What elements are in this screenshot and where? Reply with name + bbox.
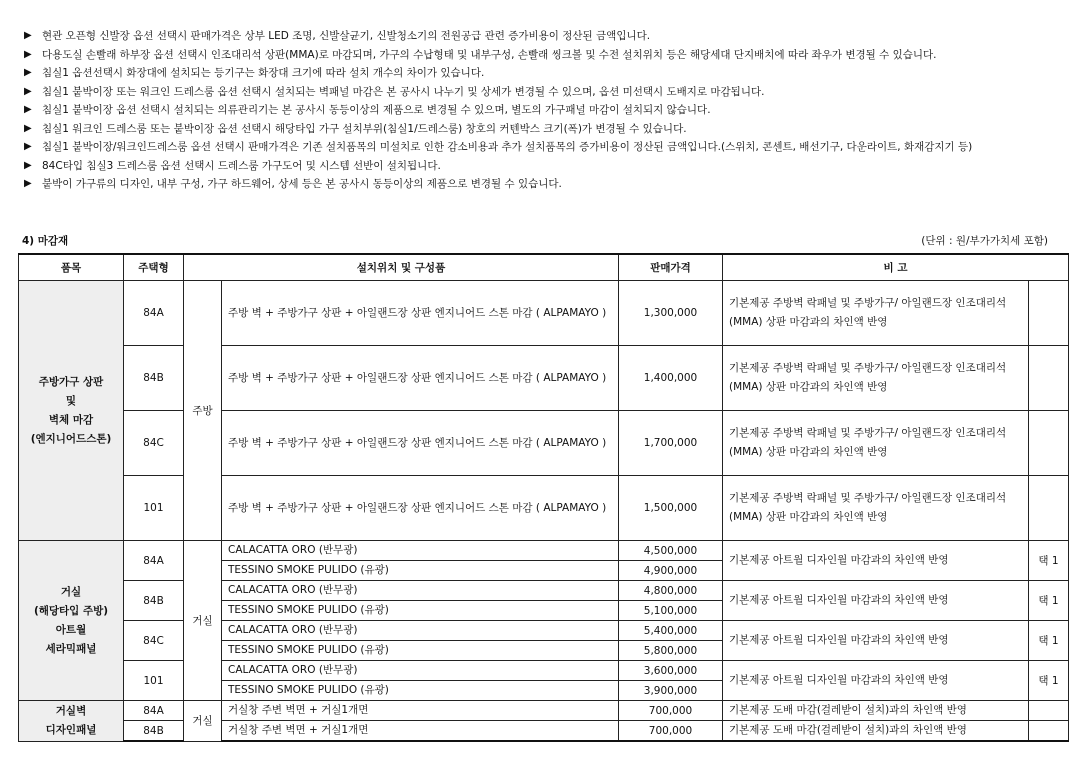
option-cell: TESSINO SMOKE PULIDO (유광): [222, 681, 619, 701]
notes-list: [24, 27, 1054, 194]
price-cell: 4,500,000: [619, 541, 723, 561]
finish-options-table: [18, 253, 1069, 742]
table-row: [19, 541, 1069, 561]
option-cell: CALACATTA ORO (반무광): [222, 661, 619, 681]
note-item: ▶ 붙박이 가구류의 디자인, 내부 구성, 가구 하드웨어, 상세 등은 본 공사시 동등이상의 제품으로 변경될 수 있습니다.: [24, 175, 1054, 194]
type-cell: 84A: [124, 541, 184, 581]
desc-cell: 주방 벽 + 주방가구 상판 + 아일랜드장 상판 엔지니어드 스톤 마감 ( ALPAMAYO ): [222, 346, 619, 411]
option-cell: TESSINO SMOKE PULIDO (유광): [222, 641, 619, 661]
table-row: [19, 281, 1069, 346]
bullet-triangle-icon: ▶: [24, 141, 32, 152]
extra-cell: [1029, 281, 1069, 346]
location-cell: 거실: [184, 541, 222, 701]
price-cell: 5,400,000: [619, 621, 723, 641]
bullet-triangle-icon: ▶: [24, 48, 32, 60]
bullet-triangle-icon: ▶: [24, 67, 32, 78]
extra-cell: [1029, 721, 1069, 742]
note-cell: 기본제공 주방벽 락패널 및 주방가구/ 아일랜드장 인조대리석(MMA) 상판 마감과의 차인액 반영: [723, 346, 1029, 411]
table-row: [19, 411, 1069, 476]
price-cell: 1,500,000: [619, 476, 723, 541]
note-item: ▶ 84C타입 침실3 드레스룸 옵션 선택시 드레스룸 가구도어 및 시스템 선반이 설치됩니다.: [24, 157, 1054, 176]
item-cell-wall: 거실벽 디자인패널: [19, 701, 124, 742]
item-cell-kitchen: 주방가구 상판 및 벽체 마감 (엔지니어드스톤): [19, 281, 124, 541]
header-location: 설치위치 및 구성품: [184, 254, 619, 281]
note-item: ▶ 다용도실 손빨래 하부장 옵션 선택시 인조대리석 상판(MMA)로 마감되며, 가구의 수납형태 및 내부구성, 손빨래 씽크볼 및 수전 설치위치 등은 해당세대 단지배치에 따라 좌우가 변경될 수 있습니다.: [24, 46, 1054, 65]
type-cell: 101: [124, 661, 184, 701]
location-cell: 주방: [184, 281, 222, 541]
item-cell-living: 거실 (해당타입 주방) 아트월 세라믹패널: [19, 541, 124, 701]
desc-cell: 주방 벽 + 주방가구 상판 + 아일랜드장 상판 엔지니어드 스톤 마감 ( ALPAMAYO ): [222, 411, 619, 476]
header-note: 비 고: [723, 254, 1069, 281]
price-cell: 5,100,000: [619, 601, 723, 621]
desc-cell: 주방 벽 + 주방가구 상판 + 아일랜드장 상판 엔지니어드 스톤 마감 ( ALPAMAYO ): [222, 281, 619, 346]
note-item: ▶ 현관 오픈형 신발장 옵션 선택시 판매가격은 상부 LED 조명, 신발살균기, 신발청소기의 전원공급 관련 증가비용이 정산된 금액입니다.: [24, 27, 1054, 46]
note-cell: 기본제공 주방벽 락패널 및 주방가구/ 아일랜드장 인조대리석(MMA) 상판 마감과의 차인액 반영: [723, 411, 1029, 476]
note-item: ▶ 침실1 붙박이장 옵션 선택시 설치되는 의류관리기는 본 공사시 동등이상의 제품으로 변경될 수 있으며, 별도의 가구패널 마감이 설치되지 않습니다.: [24, 101, 1054, 120]
type-cell: 84B: [124, 581, 184, 621]
unit-note: (단위 : 원/부가가치세 포함): [921, 235, 1048, 247]
bullet-triangle-icon: ▶: [24, 30, 32, 41]
note-item: ▶ 침실1 옵션선택시 화장대에 설치되는 등기구는 화장대 크기에 따라 설치 개수의 차이가 있습니다.: [24, 64, 1054, 83]
header-item: 품목: [19, 254, 124, 281]
bullet-triangle-icon: ▶: [24, 104, 32, 115]
option-cell: TESSINO SMOKE PULIDO (유광): [222, 601, 619, 621]
note-cell: 기본제공 주방벽 락패널 및 주방가구/ 아일랜드장 인조대리석(MMA) 상판 마감과의 차인액 반영: [723, 281, 1029, 346]
price-cell: 700,000: [619, 701, 723, 721]
note-cell: 기본제공 아트월 디자인월 마감과의 차인액 반영: [723, 541, 1029, 581]
type-cell: 84B: [124, 721, 184, 742]
choice-cell: 택 1: [1029, 541, 1069, 581]
option-cell: CALACATTA ORO (반무광): [222, 541, 619, 561]
option-cell: CALACATTA ORO (반무광): [222, 621, 619, 641]
location-cell: 거실: [184, 701, 222, 742]
table-row: [19, 661, 1069, 681]
note-cell: 기본제공 도배 마감(걸레받이 설치)과의 차인액 반영: [723, 701, 1029, 721]
note-item: ▶ 침실1 붙박이장/워크인드레스룸 옵션 선택시 판매가격은 기존 설치품목의 미설치로 인한 감소비용과 추가 설치품목의 증가비용이 정산된 금액입니다.(스위치, 콘센트, 배선기구, 다운라이트, 화재감지기 등): [24, 138, 1054, 157]
choice-cell: 택 1: [1029, 661, 1069, 701]
note-cell: 기본제공 주방벽 락패널 및 주방가구/ 아일랜드장 인조대리석(MMA) 상판 마감과의 차인액 반영: [723, 476, 1029, 541]
price-cell: 700,000: [619, 721, 723, 742]
type-cell: 84B: [124, 346, 184, 411]
table-row: [19, 701, 1069, 721]
bullet-triangle-icon: ▶: [24, 122, 32, 134]
bullet-triangle-icon: ▶: [24, 85, 32, 97]
option-cell: TESSINO SMOKE PULIDO (유광): [222, 561, 619, 581]
price-cell: 4,800,000: [619, 581, 723, 601]
extra-cell: [1029, 701, 1069, 721]
table-row: [19, 476, 1069, 541]
price-cell: 1,300,000: [619, 281, 723, 346]
type-cell: 84C: [124, 621, 184, 661]
type-cell: 84A: [124, 281, 184, 346]
choice-cell: 택 1: [1029, 581, 1069, 621]
option-cell: CALACATTA ORO (반무광): [222, 581, 619, 601]
type-cell: 84A: [124, 701, 184, 721]
table-row: [19, 721, 1069, 742]
bullet-triangle-icon: ▶: [24, 178, 32, 189]
note-item: ▶ 침실1 붙박이장 또는 워크인 드레스룸 옵션 선택시 설치되는 벽패널 마감은 본 공사시 나누기 및 상세가 변경될 수 있으며, 옵션 미선택시 도배지로 마감됩니다.: [24, 83, 1054, 102]
table-row: [19, 581, 1069, 601]
desc-cell: 거실창 주변 벽면 + 거실1개면: [222, 721, 619, 742]
section-title: 4) 마감재: [22, 235, 69, 247]
desc-cell: 주방 벽 + 주방가구 상판 + 아일랜드장 상판 엔지니어드 스톤 마감 ( ALPAMAYO ): [222, 476, 619, 541]
note-cell: 기본제공 아트월 디자인월 마감과의 차인액 반영: [723, 621, 1029, 661]
price-cell: 3,900,000: [619, 681, 723, 701]
note-cell: 기본제공 도배 마감(걸레받이 설치)과의 차인액 반영: [723, 721, 1029, 742]
choice-cell: 택 1: [1029, 621, 1069, 661]
price-cell: 4,900,000: [619, 561, 723, 581]
type-cell: 101: [124, 476, 184, 541]
extra-cell: [1029, 476, 1069, 541]
note-cell: 기본제공 아트월 디자인월 마감과의 차인액 반영: [723, 661, 1029, 701]
price-cell: 1,700,000: [619, 411, 723, 476]
price-cell: 1,400,000: [619, 346, 723, 411]
extra-cell: [1029, 346, 1069, 411]
bullet-triangle-icon: ▶: [24, 159, 32, 171]
table-row: [19, 346, 1069, 411]
table-header: [19, 254, 1069, 281]
header-price: 판매가격: [619, 254, 723, 281]
table-row: [19, 621, 1069, 641]
type-cell: 84C: [124, 411, 184, 476]
price-cell: 3,600,000: [619, 661, 723, 681]
extra-cell: [1029, 411, 1069, 476]
price-cell: 5,800,000: [619, 641, 723, 661]
note-item: ▶ 침실1 워크인 드레스룸 또는 붙박이장 옵션 선택시 해당타입 가구 설치부위(침실1/드레스룸) 창호의 커텐박스 크기(폭)가 변경될 수 있습니다.: [24, 120, 1054, 139]
desc-cell: 거실창 주변 벽면 + 거실1개면: [222, 701, 619, 721]
note-cell: 기본제공 아트월 디자인월 마감과의 차인액 반영: [723, 581, 1029, 621]
header-type: 주택형: [124, 254, 184, 281]
